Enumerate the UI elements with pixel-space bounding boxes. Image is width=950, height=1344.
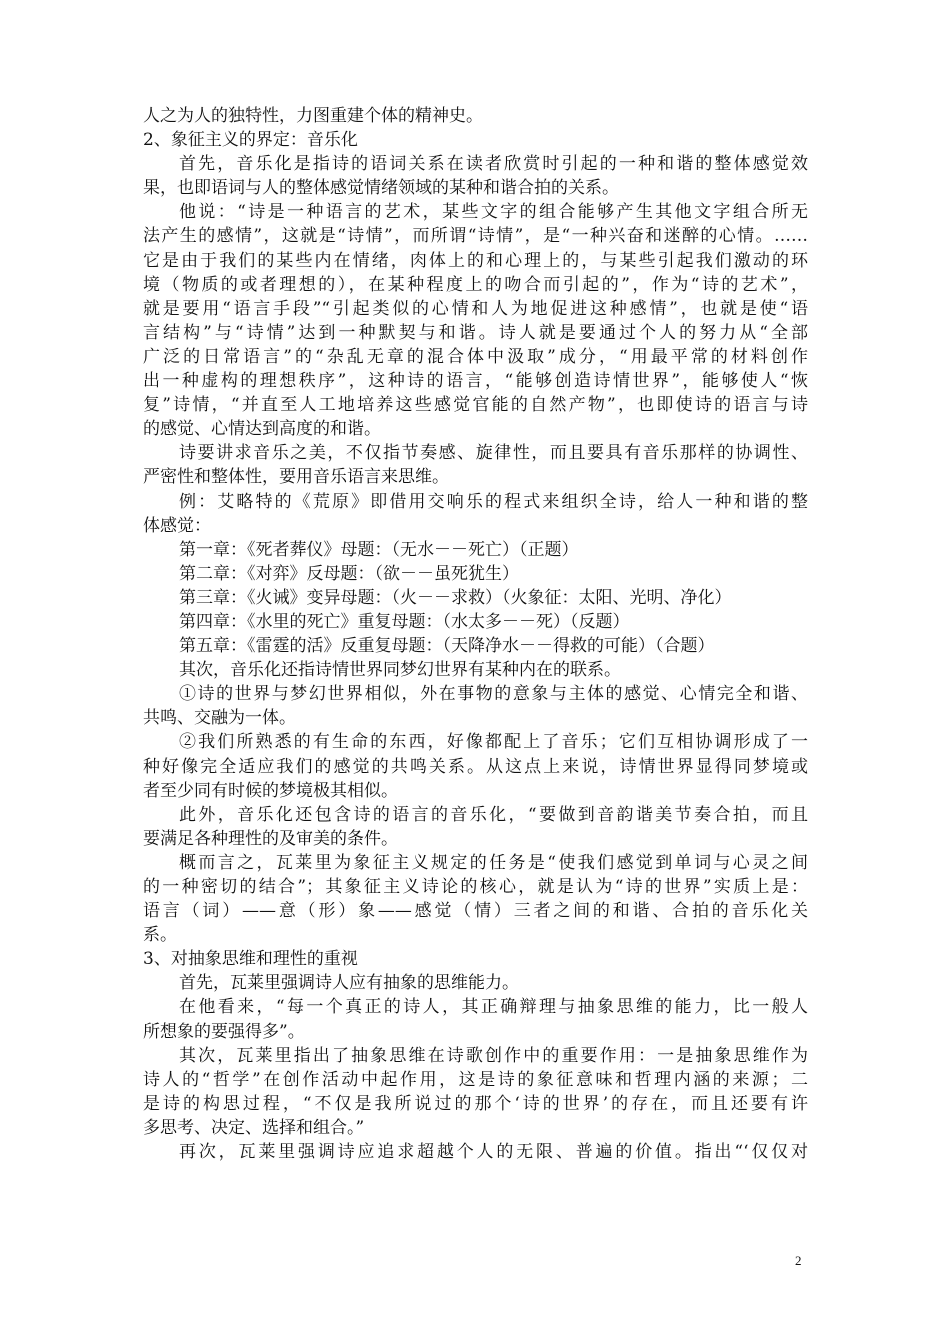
text-line: 第二章：《对弈》反母题：（欲－－虽死犹生）	[179, 563, 519, 584]
text-line: 3、对抽象思维和理性的重视	[143, 949, 358, 970]
text-line: 此外，音乐化还包含诗的语言的音乐化，“要做到音韵谐美节奏合拍，而且	[179, 804, 808, 825]
text-line: 诗人的“哲学”在创作活动中起作用，这是诗的象征意味和哲理内涵的来源；二	[143, 1069, 808, 1090]
text-line: 者至少同有时候的梦境极其相似。	[143, 780, 398, 801]
text-line: 诗要讲求音乐之美，不仅指节奏感、旋律性，而且要具有音乐那样的协调性、	[179, 443, 808, 464]
text-line: 就是要用“语言手段”“引起类似的心情和人为地促进这种感情”，也就是使“语	[143, 298, 808, 319]
text-line: 第一章：《死者葬仪》母题：（无水－－死亡）（正题）	[179, 539, 579, 560]
text-line: ①诗的世界与梦幻世界相似，外在事物的意象与主体的感觉、心情完全和谐、	[179, 684, 808, 705]
text-line: 首先，瓦莱里强调诗人应有抽象的思维能力。	[179, 973, 519, 994]
text-line: 的一种密切的结合”；其象征主义诗论的核心，就是认为“诗的世界”实质上是：	[143, 877, 808, 897]
text-line: 例：艾略特的《荒原》即借用交响乐的程式来组织全诗，给人一种和谐的整	[179, 491, 808, 512]
text-line: 系。	[143, 925, 177, 946]
text-line: 概而言之，瓦莱里为象征主义规定的任务是“使我们感觉到单词与心灵之间	[179, 852, 808, 873]
text-line: 是诗的构思过程，“不仅是我所说过的那个‘诗的世界’的存在，而且还要有许	[143, 1093, 808, 1114]
text-line: 果，也即语词与人的整体感觉情绪领域的某种和谐合拍的关系。	[143, 178, 619, 199]
text-line: 语言（词）——意（形）象——感觉（情）三者之间的和谐、合拍的音乐化关	[143, 901, 808, 922]
text-line: 境（物质的或者理想的），在某种程度上的吻合而引起的”，作为“诗的艺术”，	[143, 274, 808, 295]
text-line: 法产生的感情”，这就是“诗情”，而所谓“诗情”，是“一种兴奋和迷醉的心情。……	[143, 226, 808, 247]
text-line: 他说：“诗是一种语言的艺术，某些文字的组合能够产生其他文字组合所无	[179, 202, 808, 223]
text-line: 严密性和整体性，要用音乐语言来思维。	[143, 467, 449, 488]
text-line: 出一种虚构的理想秩序”，这种诗的语言，“能够创造诗情世界”，能够使人“恢	[143, 371, 808, 392]
text-line: 共鸣、交融为一体。	[143, 708, 296, 729]
text-line: ②我们所熟悉的有生命的东西，好像都配上了音乐；它们互相协调形成了一	[179, 732, 808, 753]
text-line: 要满足各种理性的及审美的条件。	[143, 828, 398, 849]
text-line: 第三章：《火诫》变异母题：（火－－求救）（火象征：太阳、光明、净化）	[179, 587, 732, 608]
text-line: 其次，音乐化还指诗情世界同梦幻世界有某种内在的联系。	[179, 660, 621, 681]
text-line: 第四章：《水里的死亡》重复母题：（水太多－－死）（反题）	[179, 611, 630, 632]
text-line: 首先，音乐化是指诗的语词关系在读者欣赏时引起的一种和谐的整体感觉效	[179, 154, 808, 175]
text-line: 种好像完全适应我们的感觉的共鸣关系。从这点上来说，诗情世界显得同梦境或	[143, 756, 808, 777]
text-line: 其次，瓦莱里指出了抽象思维在诗歌创作中的重要作用：一是抽象思维作为	[179, 1045, 808, 1066]
text-line: 它是由于我们的某些内在情绪，肉体上的和心理上的，与某些引起我们激动的环	[143, 250, 808, 271]
text-line: 再次，瓦莱里强调诗应追求超越个人的无限、普遍的价值。指出“‘仅仅对	[179, 1142, 808, 1163]
text-line: 多思考、决定、选择和组合。”	[143, 1117, 365, 1138]
text-line: 的感觉、心情达到高度的和谐。	[143, 419, 381, 440]
text-line: 所想象的要强得多”。	[143, 1021, 305, 1042]
page-number: 2	[795, 1253, 802, 1268]
text-line: 人之为人的独特性，力图重建个体的精神史。	[143, 106, 483, 126]
text-line: 广泛的日常语言”的“杂乱无章的混合体中汲取”成分，“用最平常的材料创作	[143, 346, 808, 367]
text-line: 2、象征主义的界定：音乐化	[143, 130, 358, 151]
text-line: 在他看来，“每一个真正的诗人，其正确辩理与抽象思维的能力，比一般人	[179, 997, 808, 1018]
text-line: 复”诗情，“并直至人工地培养这些感觉官能的自然产物”，也即使诗的语言与诗	[143, 395, 808, 416]
text-line: 第五章：《雷霆的活》反重复母题：（天降净水－－得救的可能）（合题）	[179, 636, 715, 657]
text-line: 体感觉：	[143, 515, 211, 536]
document-page	[143, 104, 808, 1164]
text-line: 言结构”与“诗情”达到一种默契与和谐。诗人就是要通过个人的努力从“全部	[143, 322, 808, 343]
